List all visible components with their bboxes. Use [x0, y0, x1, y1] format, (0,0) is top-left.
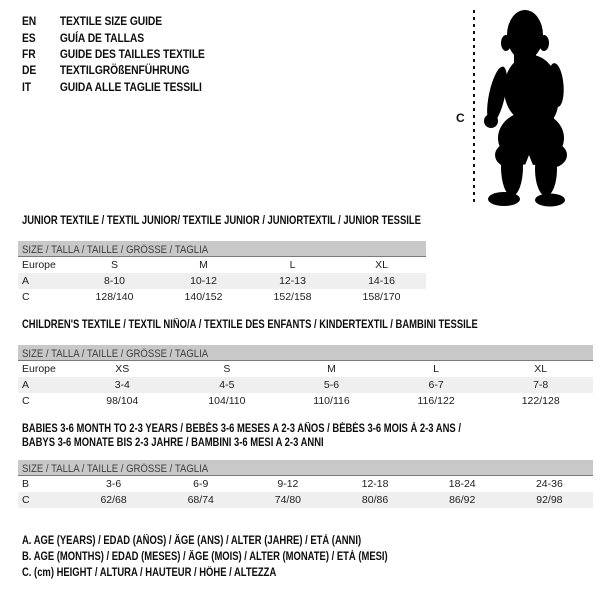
- size-cell: 128/140: [95, 291, 134, 303]
- height-measure-figure: [450, 5, 580, 210]
- lang-row-it: [22, 79, 205, 95]
- guide-title-it: GUIDA ALLE TAGLIE TESSILI: [59, 79, 202, 94]
- size-cell: S: [223, 363, 231, 375]
- row-label: B: [22, 478, 30, 490]
- size-cell: 122/128: [521, 395, 560, 407]
- table-row: [18, 476, 593, 492]
- babies-size-table: [18, 460, 593, 508]
- guide-title-es: GUÍA DE TALLAS: [59, 30, 145, 45]
- size-cell: 3-6: [105, 478, 122, 490]
- size-cell: 152/158: [273, 291, 312, 303]
- size-header-bar: [18, 241, 426, 257]
- guide-title-de: TEXTILGRÖßENFÜHRUNG: [59, 63, 190, 78]
- junior-table-title: JUNIOR TEXTILE / TEXTIL JUNIOR/ TEXTILE JUNIOR / JUNIORTEXTIL / JUNIOR TESSILE: [22, 215, 421, 227]
- table-row: [18, 257, 426, 273]
- table-row: [18, 273, 426, 289]
- size-cell: 140/152: [184, 291, 223, 303]
- size-header-bar: [18, 345, 593, 361]
- size-cell: 6-7: [428, 379, 444, 391]
- table-row: [18, 492, 593, 508]
- size-cell: 110/116: [313, 395, 350, 407]
- size-cell: 7-8: [533, 379, 549, 391]
- size-cell: XL: [375, 259, 388, 271]
- babies-table-title-line2: BABYS 3-6 MONATE BIS 2-3 JAHRE / BAMBINI 3-6 MESI A 2-3 ANNI: [22, 437, 324, 449]
- junior-table: [18, 257, 426, 305]
- row-label: A: [22, 379, 30, 391]
- size-cell: 158/170: [362, 291, 401, 303]
- babies-table-title-line1: BABIES 3-6 MONTH TO 2-3 YEARS / BEBÉS 3-6 MESES A 2-3 AÑOS / BÉBÉS 3-6 MOIS À 2-3 ANS /: [22, 423, 461, 435]
- size-cell: 4-5: [219, 379, 235, 391]
- size-cell: 8-10: [103, 275, 125, 287]
- size-cell: 86/92: [449, 494, 476, 506]
- footnote-a: A. AGE (YEARS) / EDAD (AÑOS) / ÂGE (ANS) / ALTER (JAHRE) / ETÀ (ANNI): [22, 535, 362, 547]
- size-cell: XL: [534, 363, 548, 375]
- children-size-table: [18, 345, 593, 409]
- row-label: Europe: [22, 363, 56, 375]
- table-row: [18, 361, 593, 377]
- height-label-c: C: [456, 111, 465, 125]
- babies-table: [18, 476, 593, 508]
- size-header-label: SIZE / TALLA / TAILLE / GRÖSSE / TAGLIA: [22, 463, 209, 475]
- size-cell: XS: [115, 363, 130, 375]
- size-cell: 98/104: [106, 395, 139, 407]
- size-cell: 18-24: [448, 478, 476, 490]
- table-row: [18, 289, 426, 305]
- row-label: Europe: [22, 259, 56, 271]
- guide-title-fr: GUIDE DES TAILLES TEXTILE: [59, 46, 205, 61]
- table-row: [18, 377, 593, 393]
- lang-row-de: [22, 62, 205, 78]
- lang-code: IT: [22, 79, 32, 94]
- row-label: C: [22, 291, 30, 303]
- footnote-b: B. AGE (MONTHS) / EDAD (MESES) / ÂGE (MOIS) / ALTER (MONATE) / ETÀ (MESI): [22, 550, 388, 563]
- lang-code: DE: [22, 63, 37, 78]
- size-cell: M: [199, 259, 208, 271]
- size-cell: 68/74: [187, 494, 214, 506]
- lang-code: ES: [22, 30, 36, 45]
- lang-row-fr: [22, 46, 205, 62]
- junior-size-table: [18, 241, 426, 305]
- children-table-title: CHILDREN'S TEXTILE / TEXTIL NIÑO/A / TEXTILE DES ENFANTS / KINDERTEXTIL / BAMBINI TESSILE: [22, 319, 478, 331]
- size-cell: 74/80: [274, 494, 302, 506]
- size-cell: 62/68: [100, 494, 127, 506]
- row-label: C: [22, 395, 30, 407]
- size-header-bar: [18, 460, 593, 476]
- size-header-label: SIZE / TALLA / TAILLE / GRÖSSE / TAGLIA: [22, 348, 209, 360]
- children-table: [18, 361, 593, 409]
- table-row: [18, 393, 593, 409]
- size-cell: 6-9: [193, 478, 209, 490]
- size-cell: 24-36: [535, 478, 563, 490]
- size-cell: 92/98: [536, 494, 563, 506]
- size-cell: S: [110, 259, 118, 271]
- size-cell: 14-16: [368, 275, 395, 287]
- lang-code: EN: [22, 14, 37, 29]
- size-cell: 116/122: [417, 395, 455, 407]
- size-cell: 104/110: [208, 395, 246, 407]
- size-cell: L: [289, 259, 296, 271]
- size-cell: 3-4: [114, 379, 130, 391]
- lang-row-en: [22, 13, 205, 29]
- lang-code: FR: [22, 46, 36, 61]
- lang-row-es: [22, 29, 205, 45]
- size-cell: L: [433, 363, 439, 375]
- language-title-list: [22, 13, 235, 95]
- footnote-c: C. (cm) HEIGHT / ALTURA / HAUTEUR / HÖHE / ALTEZZA: [22, 566, 277, 579]
- size-cell: 80/86: [361, 494, 389, 506]
- size-cell: M: [327, 363, 336, 375]
- size-cell: 12-18: [361, 478, 389, 490]
- size-header-label: SIZE / TALLA / TAILLE / GRÖSSE / TAGLIA: [22, 244, 209, 256]
- legend-footnotes: [22, 535, 468, 582]
- guide-title-en: TEXTILE SIZE GUIDE: [59, 14, 163, 29]
- row-label: C: [22, 494, 30, 506]
- size-cell: 10-12: [190, 275, 217, 287]
- row-label: A: [22, 275, 30, 287]
- size-cell: 5-6: [323, 379, 340, 391]
- size-cell: 12-13: [279, 275, 306, 287]
- size-cell: 9-12: [277, 478, 299, 490]
- toddler-silhouette-icon: [483, 10, 567, 207]
